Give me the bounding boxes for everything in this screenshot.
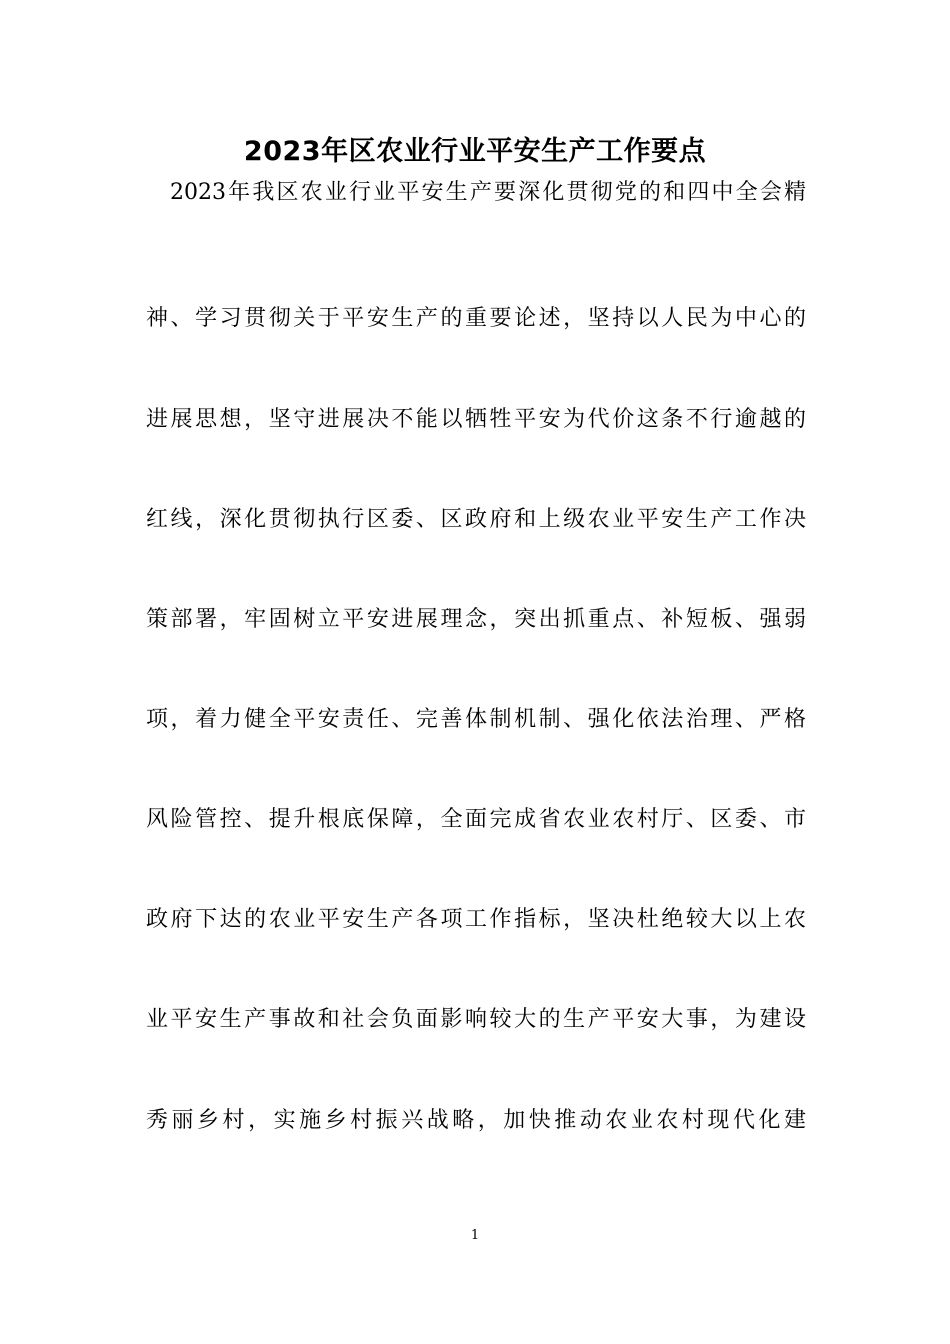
- paragraph-line: 进展思想，坚守进展决不能以牺牲平安为代价这条不行逾越的: [146, 407, 806, 432]
- paragraph-line: 项，着力健全平安责任、完善体制机制、强化依法治理、严格: [146, 707, 806, 732]
- paragraph-line: 红线，深化贯彻执行区委、区政府和上级农业平安生产工作决: [146, 507, 806, 532]
- paragraph-line: 业平安生产事故和社会负面影响较大的生产平安大事，为建设: [146, 1007, 806, 1032]
- paragraph-line: 政府下达的农业平安生产各项工作指标，坚决杜绝较大以上农: [146, 907, 806, 932]
- paragraph-line: 风险管控、提升根底保障，全面完成省农业农村厅、区委、市: [146, 807, 806, 832]
- paragraph-line: 秀丽乡村，实施乡村振兴战略，加快推动农业农村现代化建: [146, 1108, 806, 1133]
- paragraph-line: 策部署，牢固树立平安进展理念，突出抓重点、补短板、强弱: [146, 607, 806, 632]
- page-number: 1: [470, 1228, 480, 1243]
- paragraph-line: 神、学习贯彻关于平安生产的重要论述，坚持以人民为中心的: [146, 306, 806, 331]
- document-title: 2023年区农业行业平安生产工作要点: [243, 136, 707, 167]
- paragraph-line: 2023年我区农业行业平安生产要深化贯彻党的和四中全会精: [170, 180, 806, 205]
